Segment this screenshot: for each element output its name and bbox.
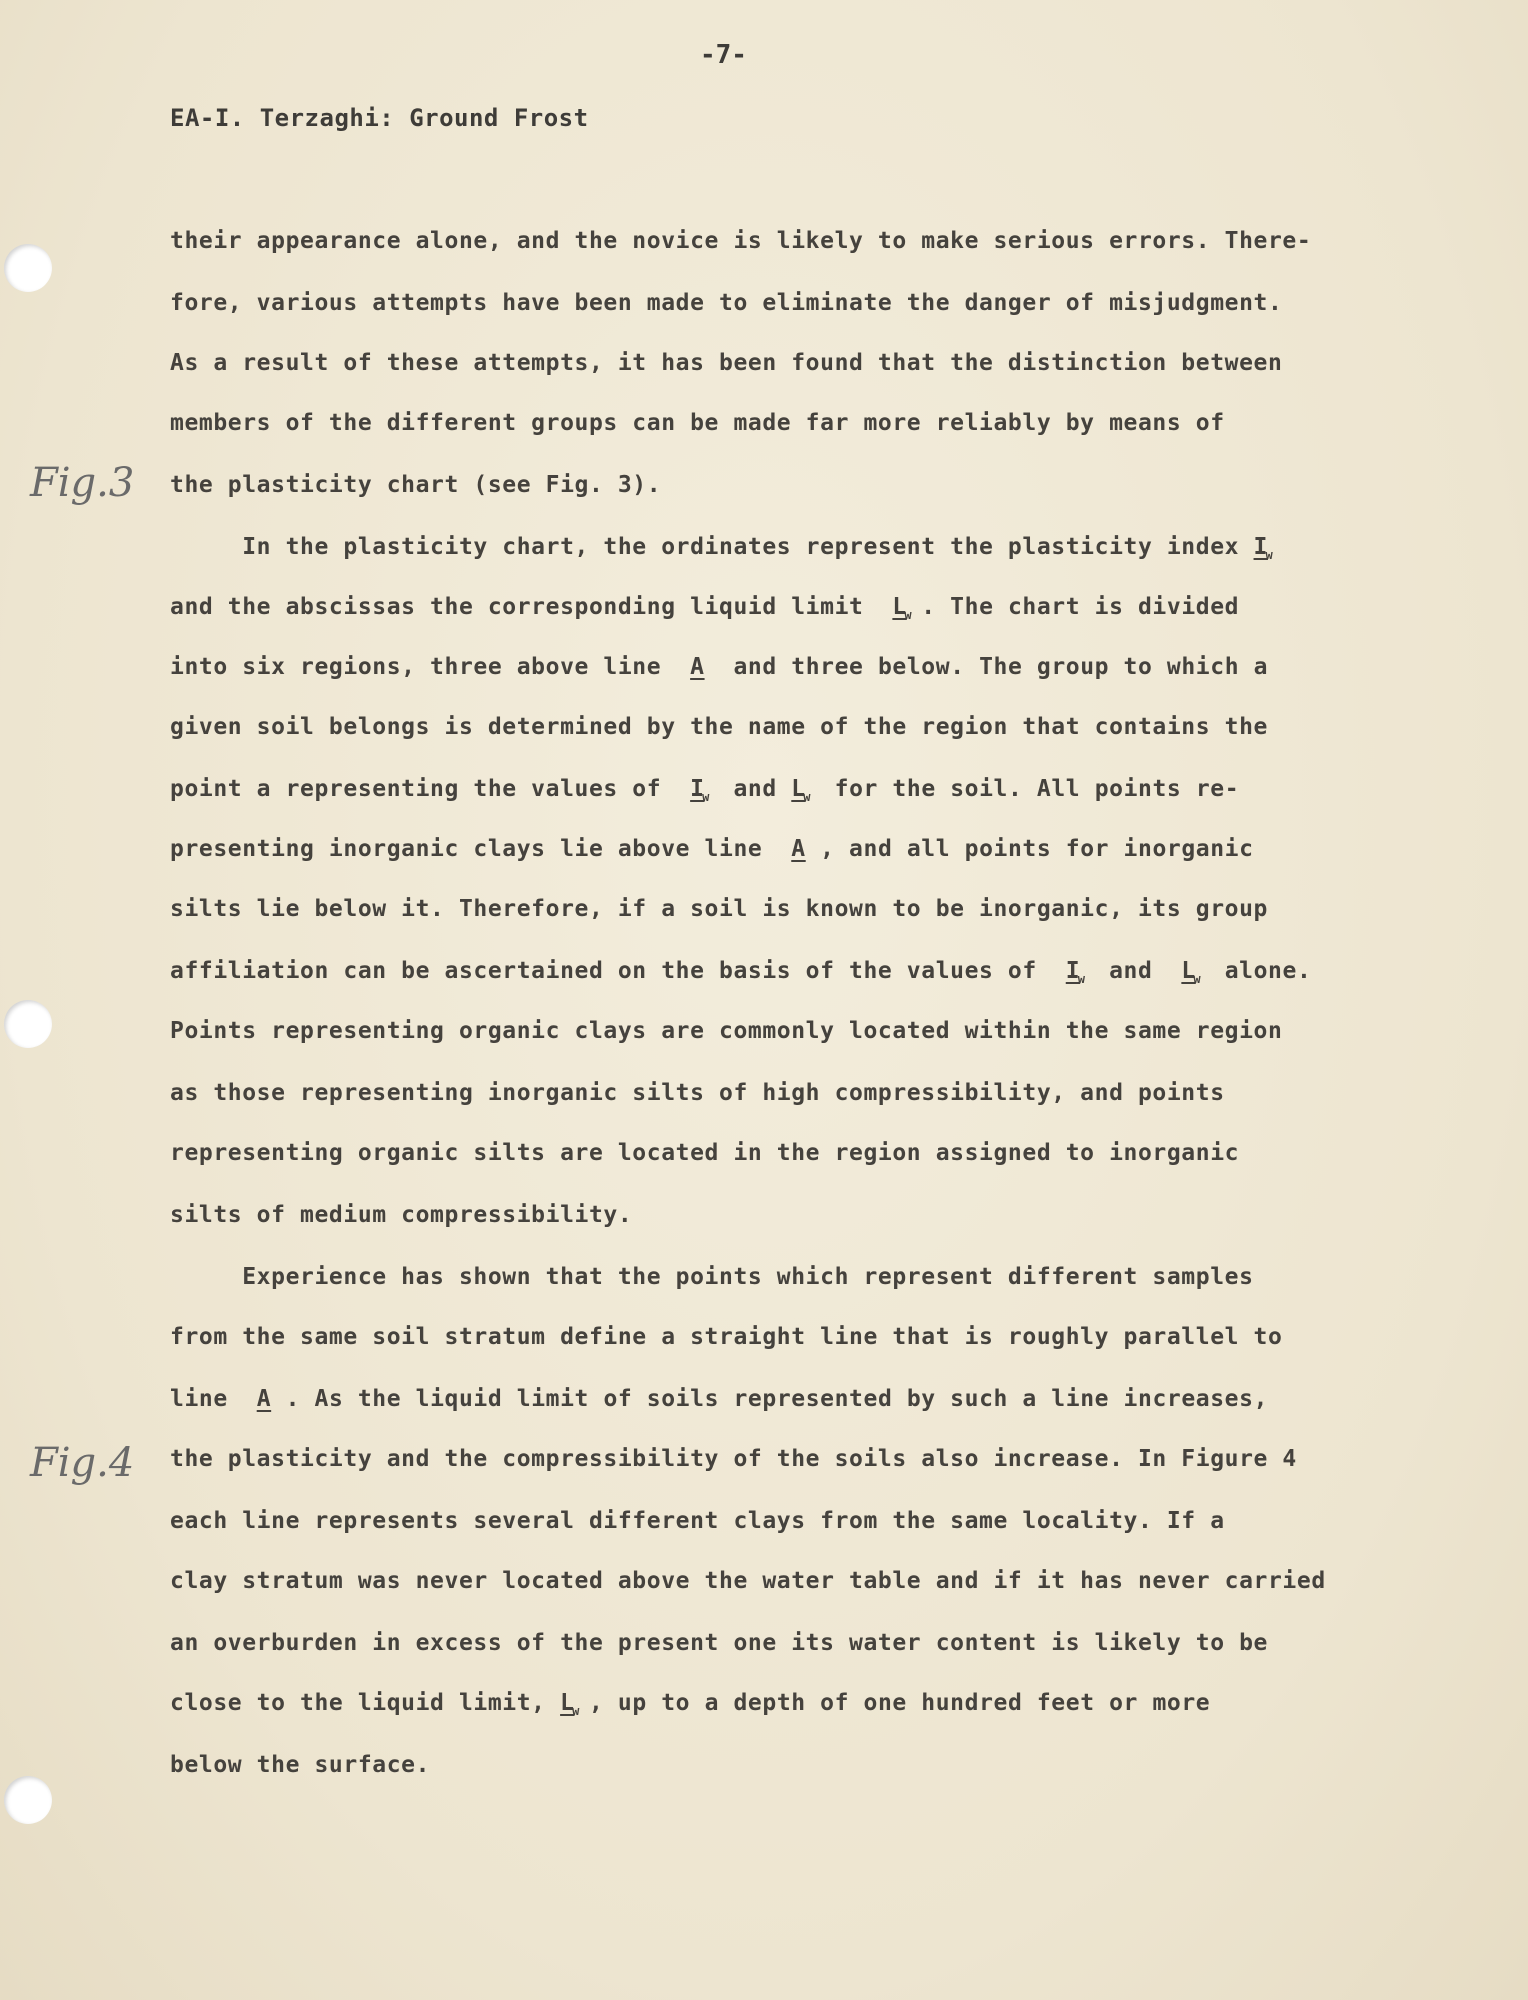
text-span: presenting inorganic clays lie above line [170, 836, 763, 862]
text-line: Points representing organic clays are commonly located within the same region [170, 1018, 1283, 1044]
text-span: and the abscissas the corresponding liquid limit [170, 594, 864, 620]
text-line [170, 958, 1311, 984]
symbol-letter: L [892, 594, 907, 620]
text-span: affiliation can be ascertained on the basis of the values of [170, 958, 1037, 984]
symbol-line-a: A [791, 836, 806, 862]
text-line [170, 594, 1239, 620]
symbol-subscript: w [702, 790, 710, 804]
text-span: . As the liquid limit of soils represented by such a line increases, [285, 1386, 1269, 1412]
text-span: and [733, 776, 777, 802]
text-line: As a result of these attempts, it has been found that the distinction between [170, 350, 1283, 376]
margin-note-fig3: Fig.3 [30, 460, 135, 506]
text-line: their appearance alone, and the novice is likely to make serious errors. There- [170, 228, 1312, 254]
symbol-liquid-limit [791, 776, 812, 804]
text-line: silts lie below it. Therefore, if a soil is known to be inorganic, its group [170, 896, 1268, 922]
punch-hole [4, 244, 52, 292]
text-span: and [1109, 958, 1153, 984]
text-span: close to the liquid limit, [170, 1690, 546, 1716]
text-line [170, 534, 1274, 562]
text-line [170, 836, 1254, 862]
symbol-letter: I [690, 776, 705, 802]
symbol-letter: L [791, 776, 806, 802]
symbol-subscript: w [1193, 972, 1202, 986]
symbol-plasticity-index [1065, 958, 1086, 986]
text-span: for the soil. All points re- [834, 776, 1240, 802]
text-line: given soil belongs is determined by the name of the region that contains the [170, 714, 1268, 740]
symbol-liquid-limit [892, 594, 913, 622]
document-header: EA-I. Terzaghi: Ground Frost [170, 104, 589, 132]
text-line: the plasticity and the compressibility of the soils also increase. In Figure 4 [170, 1446, 1297, 1472]
text-line [170, 776, 1239, 802]
symbol-subscript: w [572, 1704, 580, 1718]
punch-hole [4, 1776, 52, 1824]
symbol-line-a: A [690, 654, 705, 680]
text-span: alone. [1224, 958, 1312, 984]
text-span: , and all points for inorganic [820, 836, 1254, 862]
punch-hole [4, 1000, 52, 1048]
symbol-plasticity-index [1253, 534, 1274, 562]
text-line: each line represents several different clays from the same locality. If a [170, 1508, 1225, 1534]
text-span: , up to a depth of one hundred feet or more [589, 1690, 1211, 1716]
text-line: representing organic silts are located in the region assigned to inorganic [170, 1140, 1240, 1166]
text-line: the plasticity chart (see Fig. 3). [170, 472, 662, 498]
symbol-subscript: w [1077, 972, 1086, 986]
symbol-liquid-limit [1181, 958, 1202, 986]
symbol-subscript: w [803, 790, 812, 804]
text-line: below the surface. [170, 1752, 431, 1778]
text-line: Experience has shown that the points which represent different samples [170, 1264, 1254, 1290]
text-span: point a representing the values of [170, 776, 662, 802]
text-span: line [170, 1386, 228, 1412]
symbol-liquid-limit [560, 1690, 580, 1718]
text-span: and three below. The group to which a [733, 654, 1269, 680]
symbol-letter: I [1253, 534, 1268, 560]
text-span: In the plasticity chart, the ordinates represent the plasticity index [170, 534, 1240, 560]
symbol-subscript: w [904, 608, 913, 622]
text-span: into six regions, three above line [170, 654, 662, 680]
symbol-letter: I [1065, 958, 1081, 984]
symbol-subscript: w [1265, 548, 1274, 562]
symbol-letter: L [1181, 958, 1196, 984]
symbol-line-a: A [256, 1386, 272, 1412]
text-line: from the same soil stratum define a straight line that is roughly parallel to [170, 1324, 1283, 1350]
text-line [170, 1386, 1268, 1412]
symbol-letter: L [560, 1690, 575, 1716]
text-line [170, 654, 1268, 680]
text-span: . The chart is divided [921, 594, 1240, 620]
margin-note-fig4: Fig.4 [30, 1440, 135, 1486]
page-number: -7- [700, 40, 747, 70]
text-line: clay stratum was never located above the water table and if it has never carried [170, 1568, 1326, 1594]
text-line: silts of medium compressibility. [170, 1202, 633, 1228]
symbol-plasticity-index [690, 776, 710, 804]
text-line: an overburden in excess of the present one its water content is likely to be [170, 1630, 1268, 1656]
text-line: fore, various attempts have been made to eliminate the danger of misjudgment. [170, 290, 1283, 316]
text-line [170, 1690, 1210, 1716]
text-line: members of the different groups can be made far more reliably by means of [170, 410, 1225, 436]
text-line: as those representing inorganic silts of high compressibility, and points [170, 1080, 1225, 1106]
